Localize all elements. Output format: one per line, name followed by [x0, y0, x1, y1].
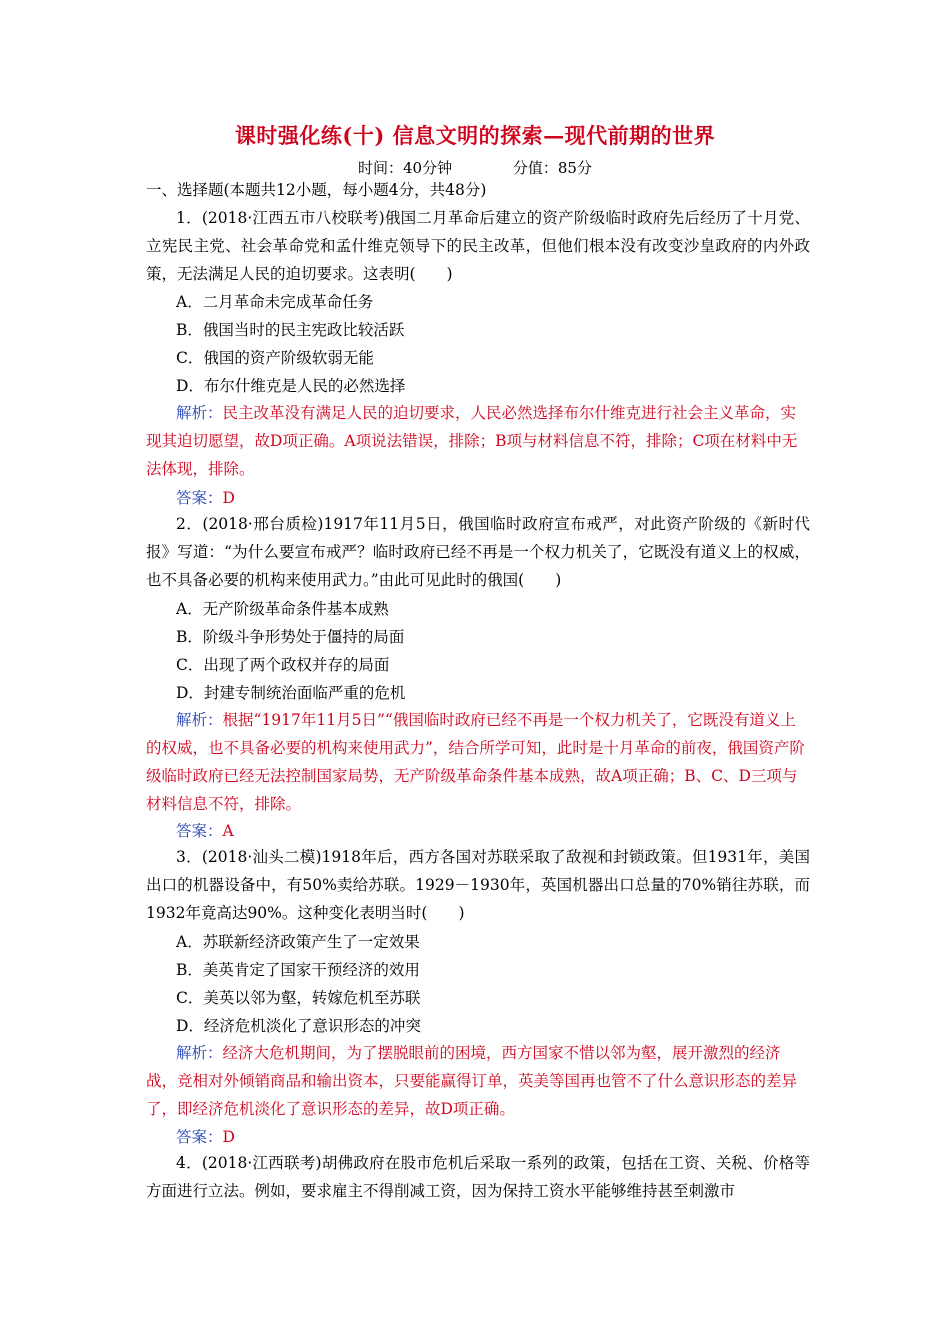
question-2-option-a: A．无产阶级革命条件基本成熟	[176, 600, 389, 618]
question-1-analysis: 解析：民主改革没有满足人民的迫切要求，人民必然选择布尔什维克进行社会主义革命，实现其迫切愿望，故D项正确。A项说法错误，排除；B项与材料信息不符，排除；C项在材料中无法体现，排除。	[146, 404, 798, 478]
question-1-answer: 答案：D	[176, 489, 235, 507]
question-3-option-a: A．苏联新经济政策产生了一定效果	[176, 933, 420, 951]
question-1-option-c: C．俄国的资产阶级软弱无能	[176, 349, 374, 367]
section-heading: 一、选择题(本题共12小题，每小题4分，共48分)	[146, 181, 487, 199]
question-3-option-c: C．美英以邻为壑，转嫁危机至苏联	[176, 989, 421, 1007]
question-1-option-a: A．二月革命未完成革命任务	[176, 293, 374, 311]
total-score: 分值：85分	[512, 159, 592, 177]
page-title: 课时强化练(十) 信息文明的探索—现代前期的世界	[234, 123, 716, 148]
question-2-option-c: C．出现了两个政权并存的局面	[176, 656, 390, 674]
question-3-analysis: 解析：经济大危机期间，为了摆脱眼前的困境，西方国家不惜以邻为壑，展开激烈的经济战，竞相对外倾销商品和输出资本，只要能赢得订单，英美等国再也管不了什么意识形态的差异了，即经济危机淡化了意识形态的差异，故D项正确。	[146, 1044, 798, 1118]
question-3-answer: 答案：D	[176, 1128, 235, 1146]
question-3-option-b: B．美英肯定了国家干预经济的效用	[176, 961, 420, 979]
question-1-option-b: B．俄国当时的民主宪政比较活跃	[176, 321, 405, 339]
question-2-option-b: B．阶级斗争形势处于僵持的局面	[176, 628, 405, 646]
question-2-stem: 2．(2018·邢台质检)1917年11月5日，俄国临时政府宣布戒严，对此资产阶级的《新时代报》写道：“为什么要宣布戒严？临时政府已经不再是一个权力机关了，它既没有道义上的权威，也不具备必要的机构来使用武力。”由此可见此时的俄国( )	[146, 515, 810, 589]
question-3-option-d: D．经济危机淡化了意识形态的冲突	[176, 1017, 421, 1035]
exam-meta	[0, 157, 950, 178]
question-2-analysis: 解析：根据“1917年11月5日”“俄国临时政府已经不再是一个权力机关了，它既没有道义上的权威，也不具备必要的机构来使用武力”，结合所学可知，此时是十月革命的前夜，俄国资产阶级临时政府已经无法控制国家局势，无产阶级革命条件基本成熟，故A项正确；B、C、D三项与材料信息不符，排除。	[146, 711, 805, 813]
question-1-option-d: D．布尔什维克是人民的必然选择	[176, 377, 406, 395]
question-2-option-d: D．封建专制统治面临严重的危机	[176, 684, 406, 702]
question-3-stem: 3．(2018·汕头二模)1918年后，西方各国对苏联采取了敌视和封锁政策。但1931年，美国出口的机器设备中，有50%卖给苏联。1929－1930年，英国机器出口总量的70%销往苏联，而1932年竟高达90%。这种变化表明当时( )	[146, 848, 810, 922]
question-1-stem: 1．(2018·江西五市八校联考)俄国二月革命后建立的资产阶级临时政府先后经历了十月党、立宪民主党、社会革命党和孟什维克领导下的民主改革，但他们根本没有改变沙皇政府的内外政策，无法满足人民的迫切要求。这表明( )	[146, 209, 810, 283]
question-2-answer: 答案：A	[176, 822, 234, 840]
time-limit: 时间：40分钟	[358, 159, 453, 177]
question-4-stem: 4．(2018·江西联考)胡佛政府在股市危机后采取一系列的政策，包括在工资、关税、价格等方面进行立法。例如，要求雇主不得削减工资，因为保持工资水平能够维持甚至刺激市	[146, 1154, 810, 1200]
